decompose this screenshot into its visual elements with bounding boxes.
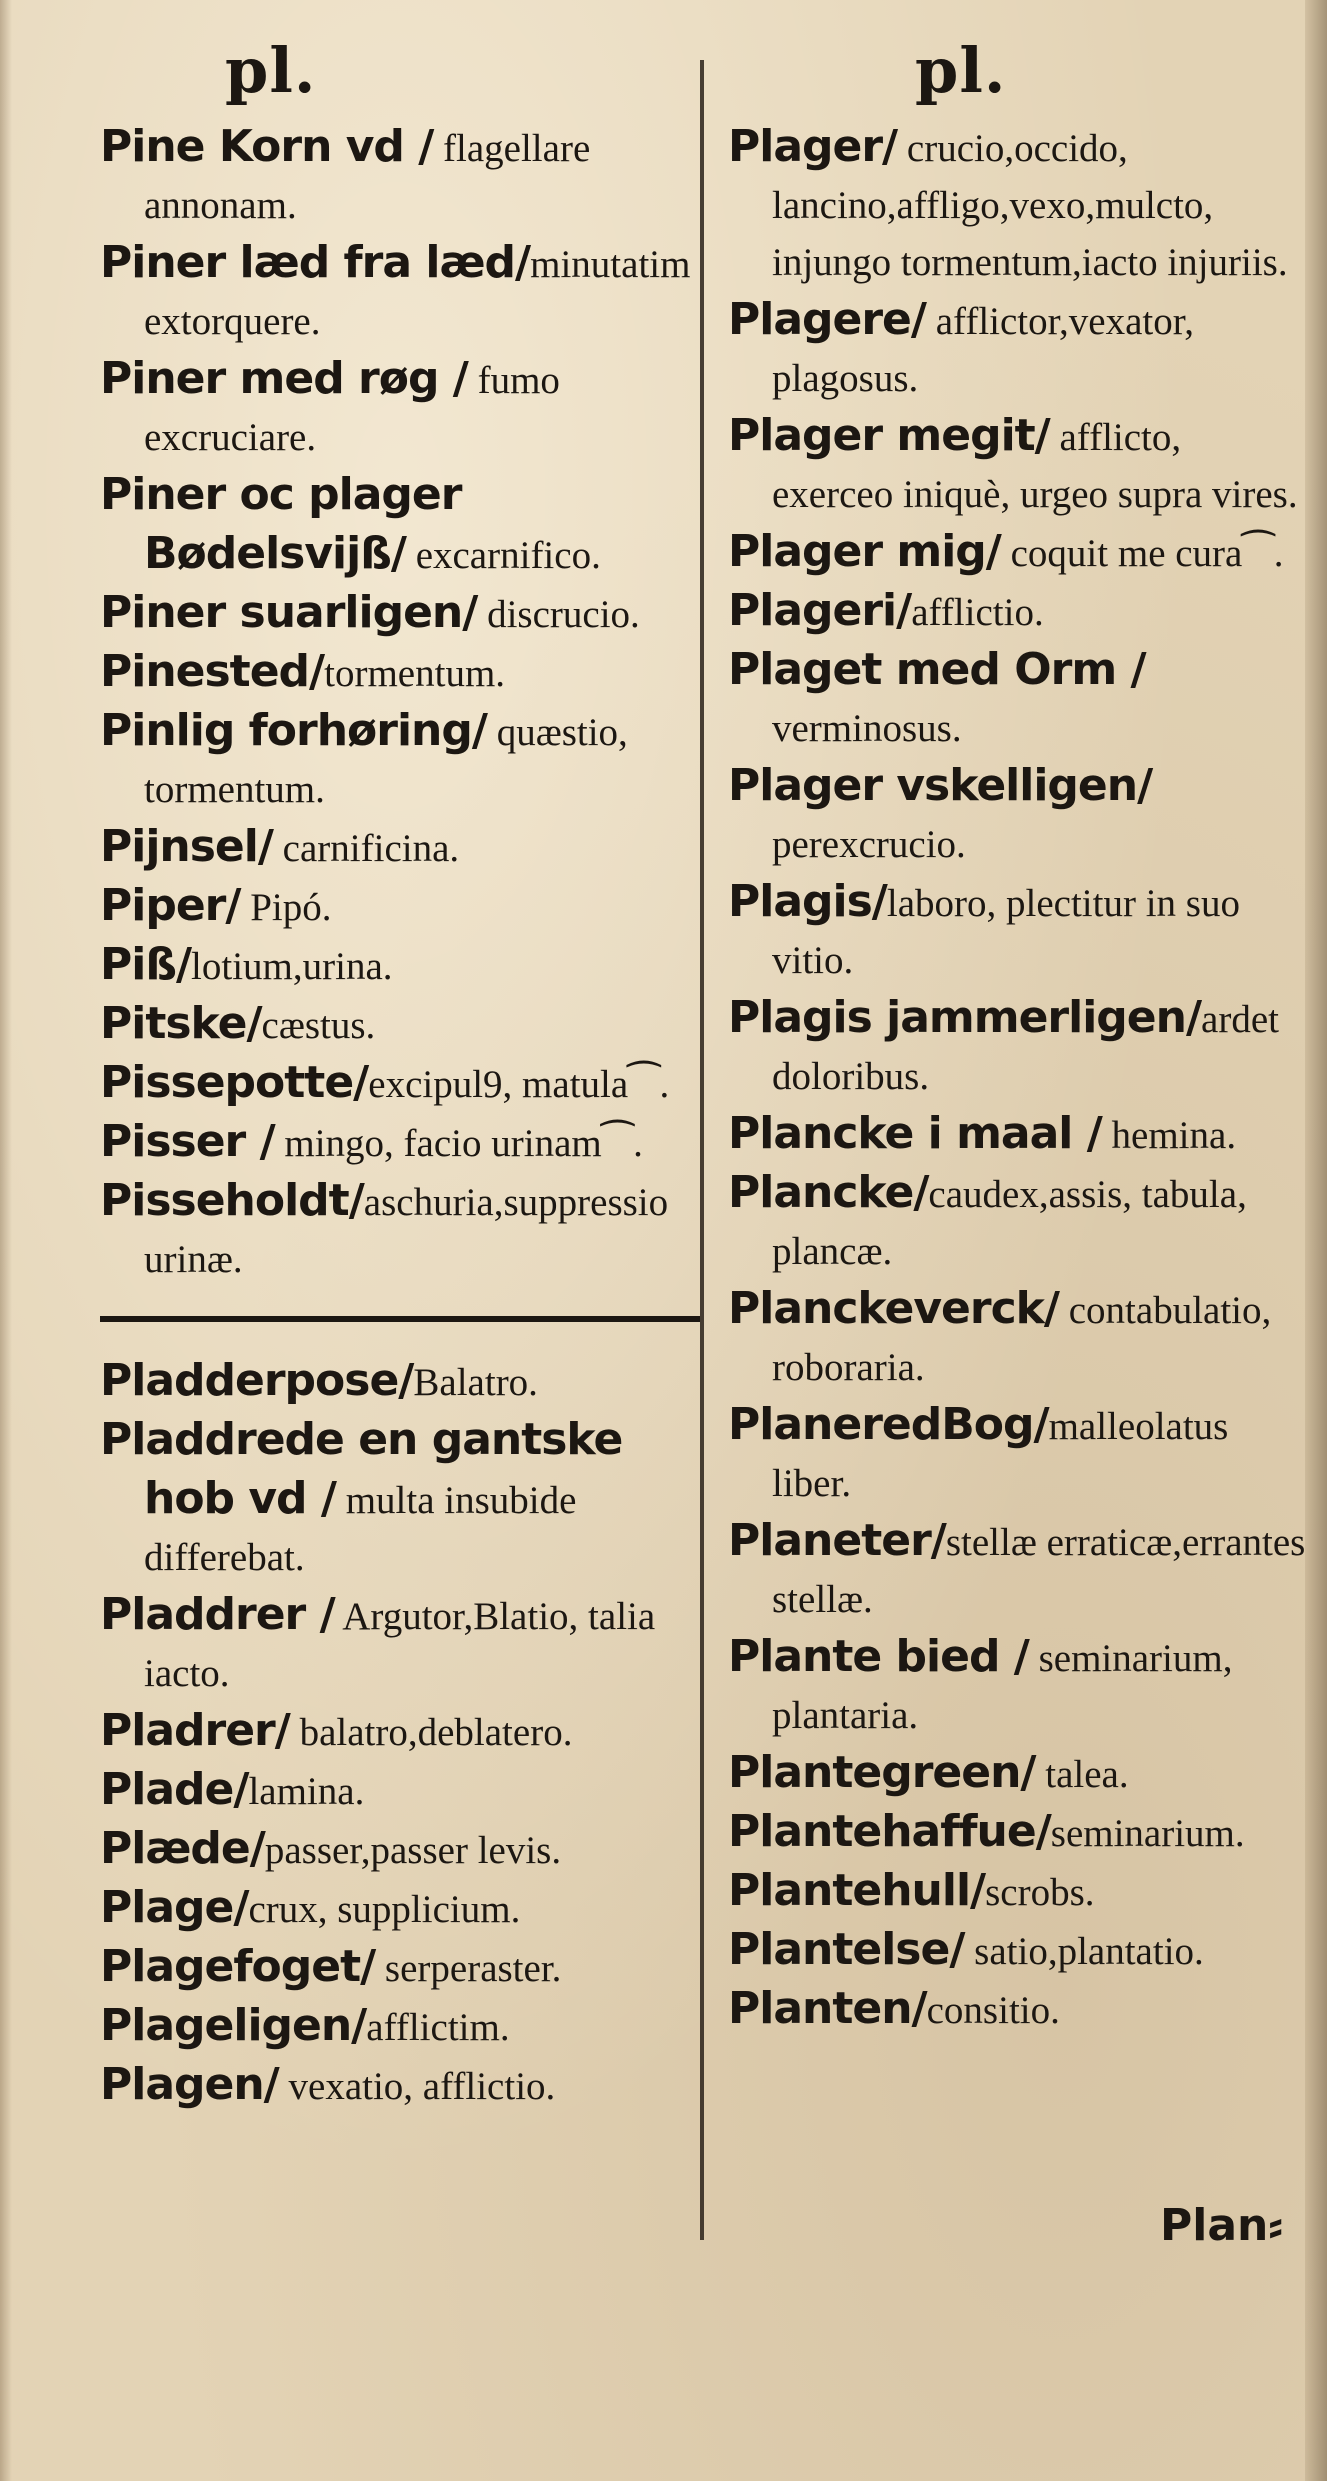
dictionary-entry — [728, 407, 1308, 523]
entry-definition: multa insubide differebat. — [144, 1479, 577, 1579]
entry-definition: lamina. — [248, 1770, 365, 1813]
dictionary-entry — [100, 1820, 700, 1879]
dictionary-entry — [728, 1921, 1308, 1980]
dictionary-entry — [100, 466, 700, 584]
catchword: Plan⸗ — [1160, 2200, 1283, 2251]
entry-definition: serperaster. — [375, 1947, 562, 1990]
dictionary-entry — [728, 873, 1308, 989]
entry-definition: perexcrucio. — [772, 823, 966, 866]
entry-definition: crux, supplicium. — [248, 1888, 521, 1931]
entry-definition: ardet doloribus. — [772, 998, 1279, 1098]
entry-definition: stellæ erraticæ,errantes stellæ. — [772, 1521, 1306, 1621]
entry-headword: Plagefoget/ — [100, 1941, 376, 1992]
dictionary-entry — [728, 1396, 1308, 1512]
entry-definition: cæstus. — [261, 1004, 376, 1047]
dictionary-entry — [100, 877, 700, 936]
entry-definition: passer,passer levis. — [264, 1829, 562, 1872]
dictionary-entry — [728, 1512, 1308, 1628]
dictionary-entry — [728, 582, 1308, 641]
dictionary-entry — [100, 995, 700, 1054]
dictionary-entry — [100, 1352, 700, 1411]
entry-headword: Piner læd fra læd/ — [100, 237, 531, 288]
entry-headword: Planckeverck/ — [728, 1283, 1059, 1334]
entry-headword: Plagis/ — [728, 876, 887, 927]
entry-headword: Plancke i maal / — [728, 1108, 1102, 1159]
entry-definition: contabulatio, roboraria. — [772, 1289, 1272, 1389]
page-edge-shadow — [1305, 0, 1327, 2481]
dictionary-entry — [100, 1761, 700, 1820]
dictionary-entry — [100, 234, 700, 350]
entry-headword: Plagen/ — [100, 2059, 279, 2110]
dictionary-entry — [728, 523, 1308, 582]
entry-headword: Pinlig forhøring/ — [100, 705, 487, 756]
entry-headword: Pijnsel/ — [100, 821, 273, 872]
entry-definition: afflictio. — [911, 591, 1044, 634]
entry-headword: Plager mig/ — [728, 526, 1001, 577]
dictionary-entry — [728, 1744, 1308, 1803]
running-head-left: pl. — [225, 34, 317, 107]
dictionary-entry — [728, 1980, 1308, 2039]
entry-definition: seminarium, plantaria. — [772, 1637, 1233, 1737]
entry-headword: Plageligen/ — [100, 2000, 367, 2051]
dictionary-entry — [728, 1280, 1308, 1396]
entry-definition: afflicto, exerceo iniquè, urgeo supra vires. — [772, 416, 1298, 516]
entry-headword: Pitske/ — [100, 998, 262, 1049]
left-column — [100, 118, 700, 2115]
entry-definition: caudex,assis, tabula, plancæ. — [772, 1173, 1247, 1273]
entry-definition: lotium,urina. — [191, 945, 393, 988]
entry-headword: PlaneredBog/ — [728, 1399, 1049, 1450]
dictionary-entry — [100, 350, 700, 466]
dictionary-entry — [728, 118, 1308, 291]
dictionary-entry — [728, 1105, 1308, 1164]
entry-definition: coquit me cura⁀. — [1000, 532, 1284, 575]
dictionary-entry — [100, 702, 700, 818]
column-rule — [700, 60, 704, 2240]
entry-headword: Plager vskelligen/ — [728, 760, 1153, 811]
dictionary-entry — [100, 1054, 700, 1113]
entry-headword: Piß/ — [100, 939, 192, 990]
dictionary-entry — [100, 2056, 700, 2115]
dictionary-entry — [100, 1938, 700, 1997]
entry-headword: Planeter/ — [728, 1515, 946, 1566]
entry-definition: vexatio, afflictio. — [278, 2065, 556, 2108]
entry-definition: tormentum. — [324, 652, 506, 695]
dictionary-entry — [728, 1862, 1308, 1921]
entry-definition: satio,plantatio. — [964, 1930, 1204, 1973]
entry-definition: excarnifico. — [405, 534, 601, 577]
entry-definition: seminarium. — [1050, 1812, 1245, 1855]
dictionary-entry — [100, 1172, 700, 1288]
entry-headword: Pladdrede en gantske hob vd / — [100, 1414, 623, 1524]
entry-definition: Pipó. — [240, 886, 332, 929]
entry-headword: Plagis jammerligen/ — [728, 992, 1202, 1043]
section-rule — [100, 1316, 700, 1322]
entry-headword: Pladrer/ — [100, 1705, 290, 1756]
entry-headword: Plantelse/ — [728, 1924, 965, 1975]
dictionary-entry — [100, 1586, 700, 1702]
running-head-right: pl. — [915, 34, 1007, 107]
dictionary-entry — [100, 818, 700, 877]
entry-definition: scrobs. — [985, 1871, 1095, 1914]
left-entry-list — [100, 118, 700, 1288]
entry-headword: Pinested/ — [100, 646, 325, 697]
entry-definition: discrucio. — [477, 593, 640, 636]
entry-definition: talea. — [1035, 1753, 1129, 1796]
entry-headword: Plager/ — [728, 121, 898, 172]
dictionary-entry — [100, 1879, 700, 1938]
dictionary-entry — [728, 1628, 1308, 1744]
dictionary-entry — [100, 936, 700, 995]
entry-definition: fumo excruciare. — [144, 359, 560, 459]
entry-definition: afflictor,vexator, plagosus. — [772, 300, 1194, 400]
dictionary-entry — [728, 291, 1308, 407]
entry-headword: Plante bied / — [728, 1631, 1029, 1682]
dictionary-entry — [100, 643, 700, 702]
entry-definition: laboro, plectitur in suo vitio. — [772, 882, 1240, 982]
dictionary-entry — [728, 1803, 1308, 1862]
entry-definition: crucio,occido, lancino,affligo,vexo,mulcto, injungo tormentum,iacto injuriis. — [772, 127, 1288, 284]
entry-definition: minutatim extorquere. — [144, 243, 691, 343]
entry-headword: Plagere/ — [728, 294, 926, 345]
entry-headword: Piner oc plager Bødelsvijß/ — [100, 469, 462, 579]
entry-definition: quæstio, tormentum. — [144, 711, 628, 811]
entry-definition: Balatro. — [413, 1361, 538, 1404]
entry-headword: Plantegreen/ — [728, 1747, 1036, 1798]
entry-headword: Pladdrer / — [100, 1589, 335, 1640]
entry-headword: Plageri/ — [728, 585, 912, 636]
entry-definition: afflictim. — [366, 2006, 510, 2049]
entry-headword: Plaget med Orm / — [728, 644, 1146, 695]
entry-definition: consitio. — [926, 1989, 1060, 2032]
dictionary-entry — [100, 1997, 700, 2056]
entry-headword: Piner suarligen/ — [100, 587, 478, 638]
entry-headword: Piner med røg / — [100, 353, 468, 404]
dictionary-entry — [728, 989, 1308, 1105]
entry-definition: excipul9, matula⁀. — [368, 1063, 670, 1106]
page-gutter-shadow — [0, 0, 12, 2481]
dictionary-entry — [728, 757, 1308, 873]
dictionary-entry — [100, 1702, 700, 1761]
entry-headword: Plantehaffue/ — [728, 1806, 1051, 1857]
right-column — [728, 118, 1308, 2039]
entry-definition: Argutor,Blatio, talia iacto. — [144, 1595, 656, 1695]
entry-headword: Plæde/ — [100, 1823, 265, 1874]
entry-headword: Piper/ — [100, 880, 241, 931]
entry-definition: carnificina. — [272, 827, 460, 870]
entry-headword: Plancke/ — [728, 1167, 929, 1218]
entry-headword: Plager megit/ — [728, 410, 1050, 461]
entry-definition: malleolatus liber. — [772, 1405, 1229, 1505]
entry-definition: aschuria,suppressio urinæ. — [144, 1181, 669, 1281]
entry-headword: Pissepotte/ — [100, 1057, 369, 1108]
entry-headword: Pine Korn vd / — [100, 121, 434, 172]
entry-definition: hemina. — [1101, 1114, 1237, 1157]
entry-headword: Pladderpose/ — [100, 1355, 414, 1406]
entry-definition: verminosus. — [772, 707, 962, 750]
entry-headword: Plantehull/ — [728, 1865, 986, 1916]
dictionary-entry — [100, 118, 700, 234]
dictionary-entry — [100, 584, 700, 643]
entry-headword: Planten/ — [728, 1983, 927, 2034]
entry-headword: Plade/ — [100, 1764, 249, 1815]
left-entry-list-continued — [100, 1352, 700, 2115]
dictionary-entry — [728, 1164, 1308, 1280]
entry-definition: flagellare annonam. — [144, 127, 591, 227]
entry-definition: balatro,deblatero. — [289, 1711, 573, 1754]
entry-headword: Pisseholdt/ — [100, 1175, 364, 1226]
dictionary-entry — [728, 641, 1308, 757]
right-entry-list — [728, 118, 1308, 2039]
entry-definition: mingo, facio urinam⁀. — [274, 1122, 643, 1165]
dictionary-entry — [100, 1113, 700, 1172]
entry-headword: Plage/ — [100, 1882, 249, 1933]
dictionary-entry — [100, 1411, 700, 1586]
entry-headword: Pisser / — [100, 1116, 275, 1167]
